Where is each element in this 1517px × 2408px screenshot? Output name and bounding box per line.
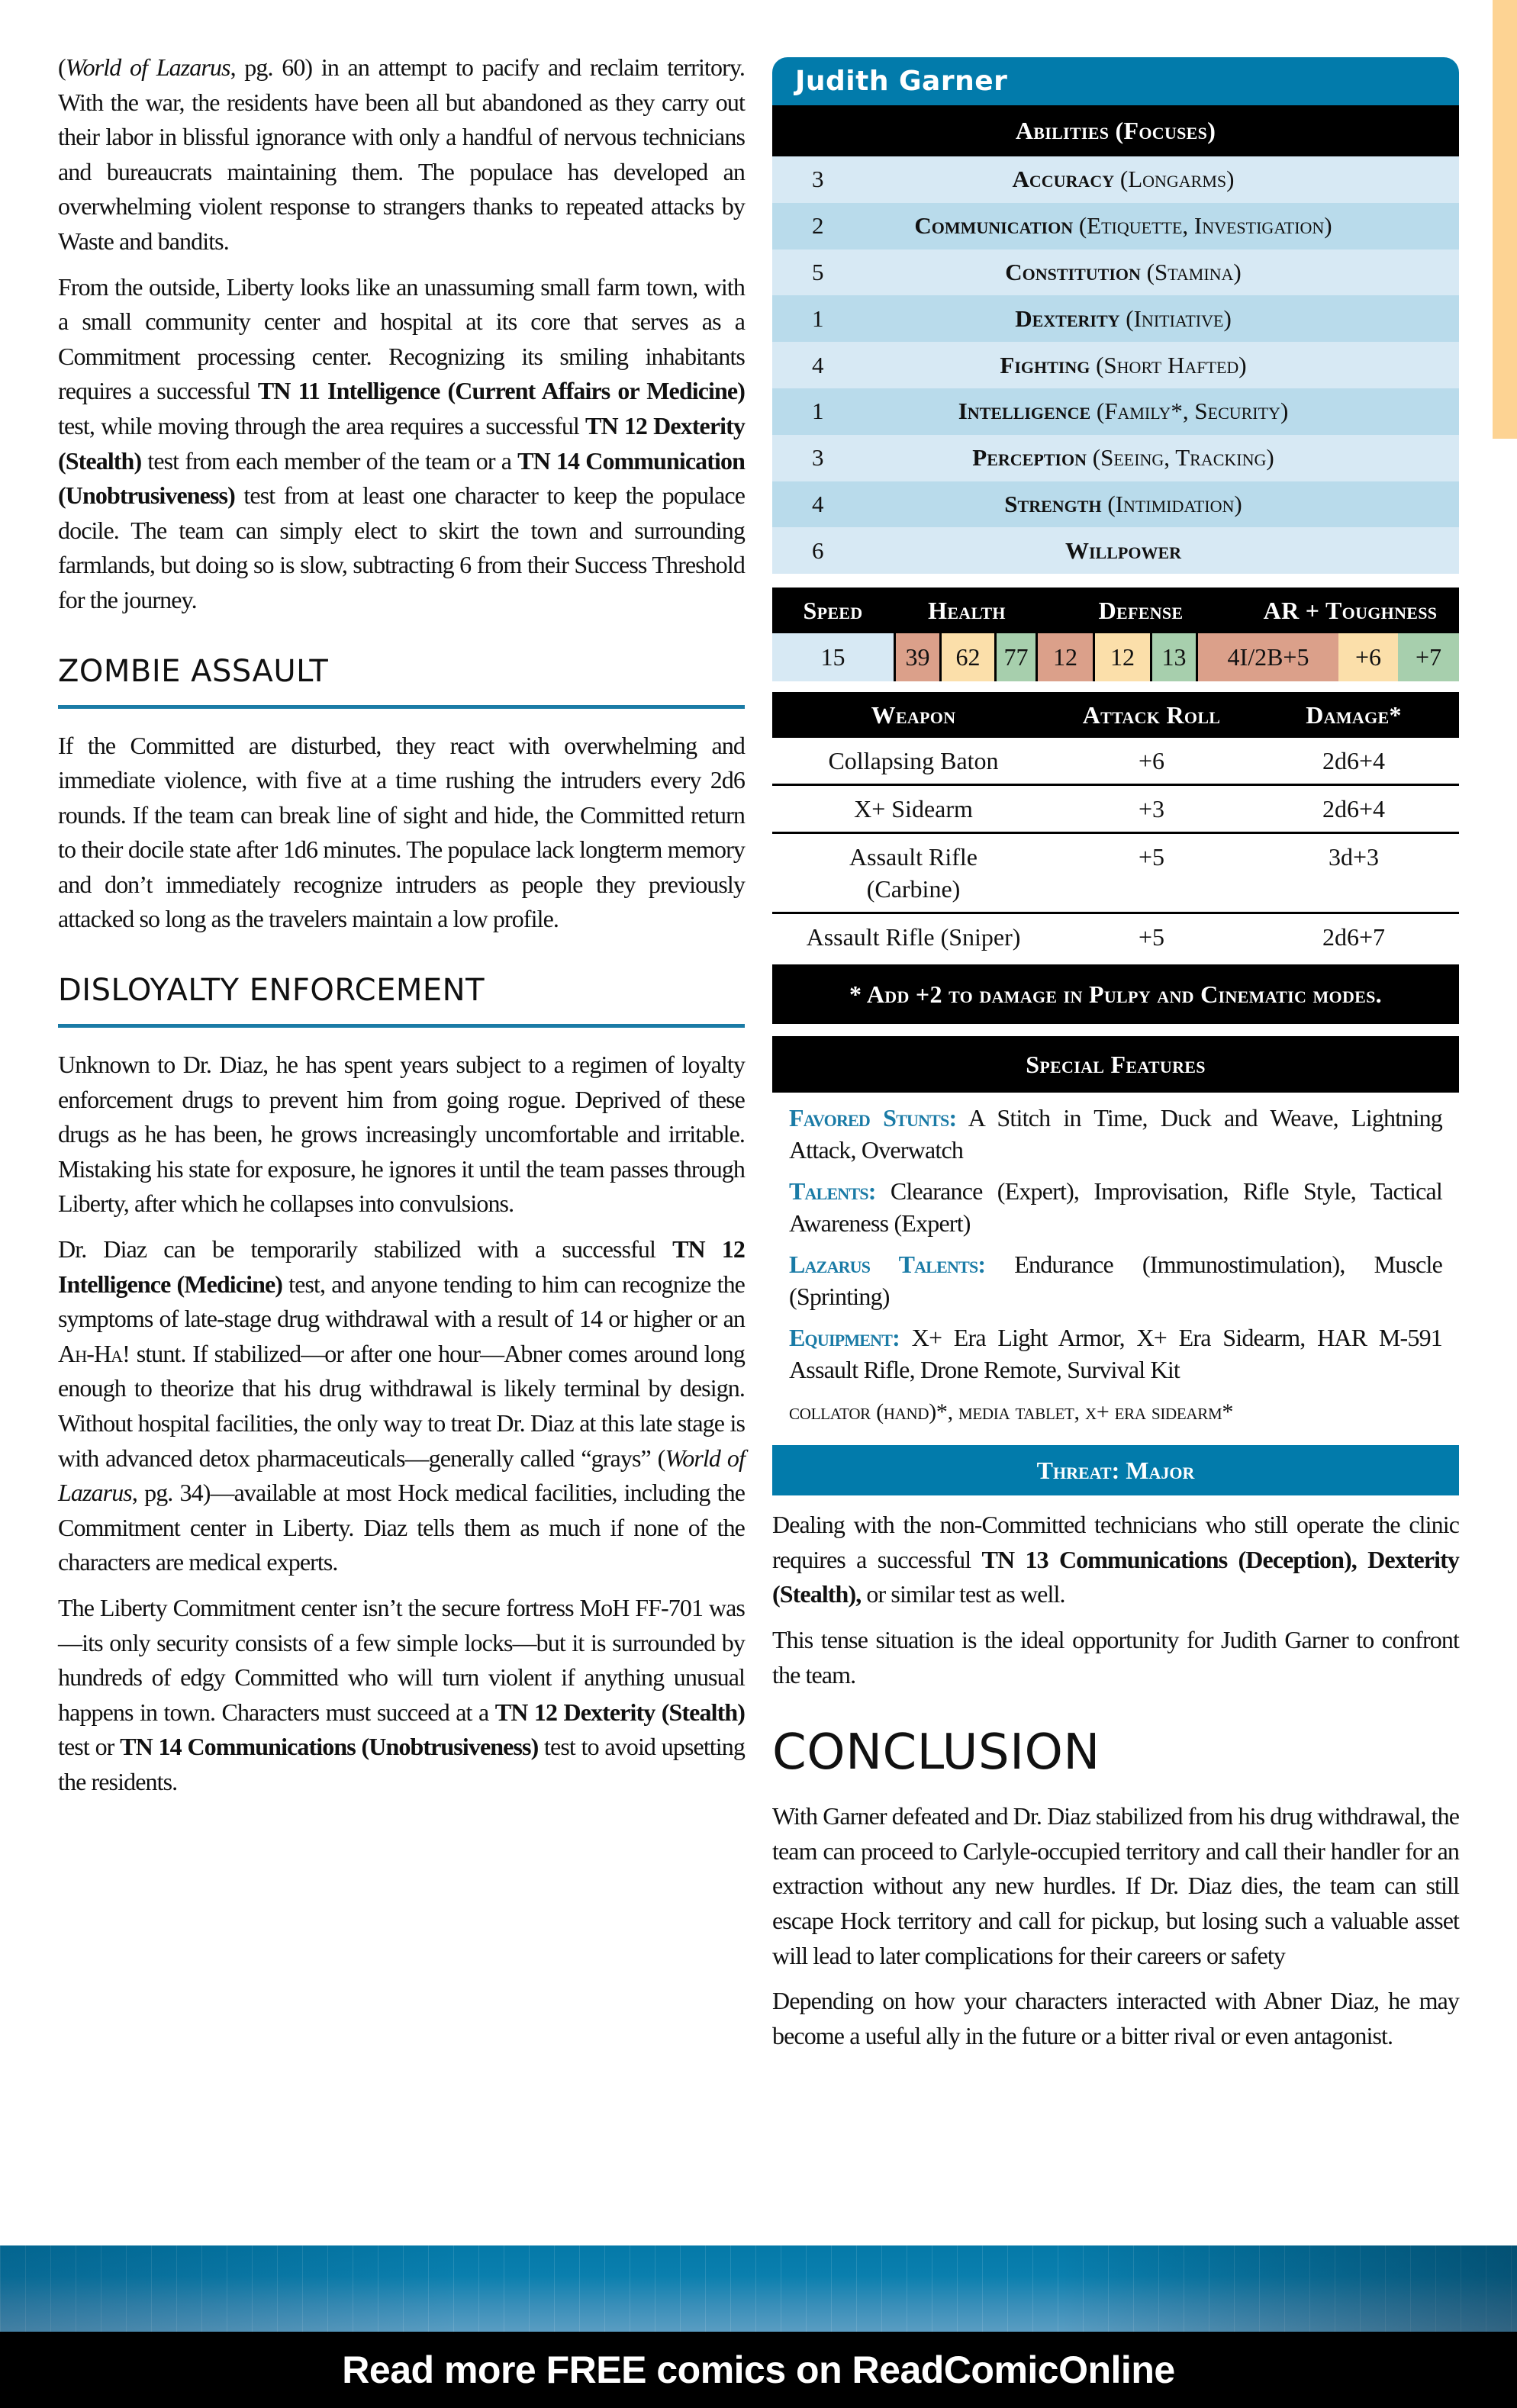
ability-row [772,435,1459,481]
stat-block-title: Judith Garner [772,57,1459,105]
ability-row [772,342,1459,388]
health-low: 39 [894,633,939,681]
weapons-header [772,692,1459,738]
special-feature-lazarus-talents [772,1248,1459,1312]
conclusion-paragraph-1: With Garner defeated and Dr. Diaz stabilized from his drug withdrawal, the team can proceed to Carlyle-occupied territory and call their handler for an extraction without any new hurdles. If Dr. Diaz dies, the team can still escape Hock territory and call for pickup, but losing such a valuable asset will lead to later complications for their careers or safety [772,1802,1459,1969]
damage: 3d+3 [1328,843,1380,871]
liberty-paragraph: From the outside, Liberty looks like an unassuming small farm town, with a small community center and hospital at its core that serves as a Commitment processing center. Recognizing its smiling inhabitants requires a successful TN 11 Intelligence (Current Affairs or Medicine) test, while moving through the area requires a successful TN 12 Dexterity (Stealth) test from each member of the team or a TN 14 Communication (Unobtrusiveness) test from at least one character to keep the populace docile. The team can simply elect to skirt the town and surrounding farmlands, but doing so is slow, subtracting 6 from their Success Threshold for the journey. [58,272,745,613]
health-high: 77 [994,633,1035,681]
feature-text: X+ Era Light Armor, X+ Era Sidearm, HAR M-591 Assault Rifle, Drone Remote, Survival Kit [789,1324,1442,1384]
combat-stats-values [772,633,1459,681]
health-mid: 62 [939,633,994,681]
weapon-name: Assault Rifle (Sniper) [806,923,1021,951]
weapon-row [772,834,1459,914]
feature-label: Lazarus Talents: [789,1251,986,1279]
zombie-assault-paragraph: If the Committed are disturbed, they react with overwhelming and immediate violence, with five at a time rushing the intruders every 2d6 rounds. If the team can break line of sight and hide, the Committed return to their docile state after 1d6 minutes. The populace lack longterm memory and don’t immediately recognize intruders as people they previously attacked so long as the travelers maintain a low profile. [58,731,745,933]
ability-score: 1 [812,398,824,425]
ability-name: Willpower [1064,536,1182,564]
ability-row [772,388,1459,435]
ability-name: Fighting (Short Hafted) [1000,351,1247,378]
ability-row [772,156,1459,203]
ability-name: Perception (Seeing, Tracking) [972,444,1274,472]
attack-roll: +5 [1138,843,1165,871]
ar-toughness-header: AR + Toughness [1263,596,1438,624]
confrontation-paragraph: This tense situation is the ideal opportunity for Judith Garner to confront the team. [772,1625,1459,1688]
ability-row [772,527,1459,574]
extra-equipment: collator (hand)*, media tablet, x+ era sidearm* [789,1399,1234,1425]
attack-roll: +3 [1138,795,1165,823]
section-rule [58,705,745,709]
chapter-side-tab [1493,0,1517,439]
ability-row [772,481,1459,528]
disloyalty-paragraph-1: Unknown to Dr. Diaz, he has spent years subject to a regimen of loyalty enforcement drugs to prevent him from going rogue. Deprived of these drugs as he has been, he grows increasingly uncomfortable and irritable. Mistaking his state for exposure, he ignores it until the team passes through Liberty, after which he collapses into convulsions. [58,1051,745,1218]
health-header: Health [928,596,1006,624]
right-column [772,57,1459,2064]
section-rule [58,1024,745,1028]
damage: 2d6+7 [1322,923,1386,951]
ar-toughness-low: 4I/2B+5 [1196,633,1338,681]
feature-label: Favored Stunts: [789,1104,957,1132]
weapon-row [772,914,1459,960]
technicians-paragraph: Dealing with the non-Committed technicians who still operate the clinic requires a successful TN 13 Communications (Deception), Dexterity (Stealth), or similar test as well. [772,1511,1459,1608]
footer-banner-link[interactable]: Read more FREE comics on ReadComicOnline [342,2348,1175,2391]
ability-score: 2 [812,212,824,240]
ability-name: Dexterity (Initiative) [1015,304,1232,332]
weapon-row [772,738,1459,786]
weapons-table [772,738,1459,960]
special-feature-talents [772,1175,1459,1239]
feature-label: Equipment: [789,1324,900,1352]
defense-low: 12 [1035,633,1093,681]
attack-roll: +5 [1138,923,1165,951]
speed-header: Speed [803,596,863,624]
special-feature-equipment [772,1322,1459,1386]
defense-mid: 12 [1093,633,1150,681]
ability-score: 3 [812,444,824,472]
feature-text: A Stitch in Time, Duck and Weave, Lightning Attack, Overwatch [789,1104,1443,1164]
section-heading-disloyalty-enforcement: DISLOYALTY ENFORCEMENT [58,973,485,1009]
left-column [58,50,745,1811]
weapon-col-header: Weapon [871,700,956,729]
stat-block [772,57,1459,1495]
weapon-name: Collapsing Baton [828,747,999,775]
ability-score: 6 [812,536,824,564]
ability-name: Intelligence (Family*, Security) [958,398,1289,425]
damage-col-header: Damage* [1306,700,1402,729]
section-heading-zombie-assault: ZOMBIE ASSAULT [58,653,329,689]
abilities-header: Abilities (Focuses) [772,105,1459,156]
conclusion-heading: CONCLUSION [772,1724,1100,1782]
ability-row [772,295,1459,342]
special-feature-favored-stunts [772,1102,1459,1166]
ability-score: 4 [812,490,824,517]
intro-paragraph: (World of Lazarus, pg. 60) in an attempt to pacify and reclaim territory. With the war, the residents have been all but abandoned as they carry out their labor in blissful ignorance with only a handful of nervous technicians and bureaucrats maintaining them. The populace has developed an overwhelming violent response to strangers thanks to repeated attacks by Waste and bandits. [58,53,745,255]
ability-row [772,203,1459,249]
feature-text: Endurance (Immunostimulation), Muscle (Sprinting) [789,1251,1442,1311]
damage: 2d6+4 [1322,747,1386,775]
footer-shade [0,2245,1517,2332]
ability-name: Strength (Intimidation) [1004,490,1242,517]
combat-stats-header [772,588,1459,633]
disloyalty-paragraph-3: The Liberty Commitment center isn’t the secure fortress MoH FF-701 was—its only security consists of a few simple locks—but it is surrounded by hundreds of edgy Committed who will turn violent if anything unusual happens in town. Characters must succeed at a TN 12 Dexterity (Stealth) test or TN 14 Communications (Unobtrusiveness) test to avoid upsetting the residents. [58,1593,745,1795]
weapon-name: Assault Rifle (Carbine) [849,843,978,903]
ar-toughness-high: +7 [1398,633,1459,681]
damage-footnote: * Add +2 to damage in Pulpy and Cinematic modes. [772,964,1459,1024]
ability-name: Accuracy (Longarms) [1012,166,1235,193]
ar-toughness-mid: +6 [1338,633,1398,681]
weapon-name: X+ Sidearm [854,795,973,823]
ability-row [772,249,1459,296]
footer-decorative-band [0,2245,1517,2332]
attack-roll: +6 [1138,747,1165,775]
ability-name: Communication (Etiquette, Investigation) [914,212,1332,240]
attack-roll-col-header: Attack Roll [1082,700,1221,729]
damage: 2d6+4 [1322,795,1386,823]
feature-label: Talents: [789,1177,876,1206]
footer-banner[interactable] [0,2332,1517,2408]
ability-name: Constitution (Stamina) [1005,258,1242,285]
abilities-table [772,156,1459,574]
speed-value: 15 [772,633,894,681]
threat-level-banner: Threat: Major [772,1445,1459,1495]
defense-header: Defense [1098,596,1184,624]
special-features-header: Special Features [772,1036,1459,1093]
disloyalty-paragraph-2: Dr. Diaz can be temporarily stabilized with a successful TN 12 Intelligence (Medicine) test, and anyone tending to him can recognize the symptoms of late-stage drug withdrawal with a result of 14 or higher or an Ah-Ha! stunt. If stabilized—or after one hour—Abner comes around long enough to theorize that his drug withdrawal is likely terminal by design. Without hospital facilities, the only way to treat Dr. Diaz at this late stage is with advanced detox pharmaceuticals—generally called “grays” (World of Lazarus, pg. 34)—available at most Hock medical facilities, including the Commitment center in Liberty. Diaz tells them as much if none of the characters are medical experts. [58,1235,745,1576]
feature-text: Clearance (Expert), Improvisation, Rifle Style, Tactical Awareness (Expert) [789,1177,1442,1238]
weapon-row [772,786,1459,834]
ability-score: 3 [812,166,824,193]
conclusion-paragraph-2: Depending on how your characters interacted with Abner Diaz, he may become a useful ally in the future or a bitter rival or even antagonist. [772,1987,1459,2049]
ability-score: 4 [812,351,824,378]
defense-high: 13 [1150,633,1196,681]
ability-score: 5 [812,258,824,285]
ability-score: 1 [812,304,824,332]
